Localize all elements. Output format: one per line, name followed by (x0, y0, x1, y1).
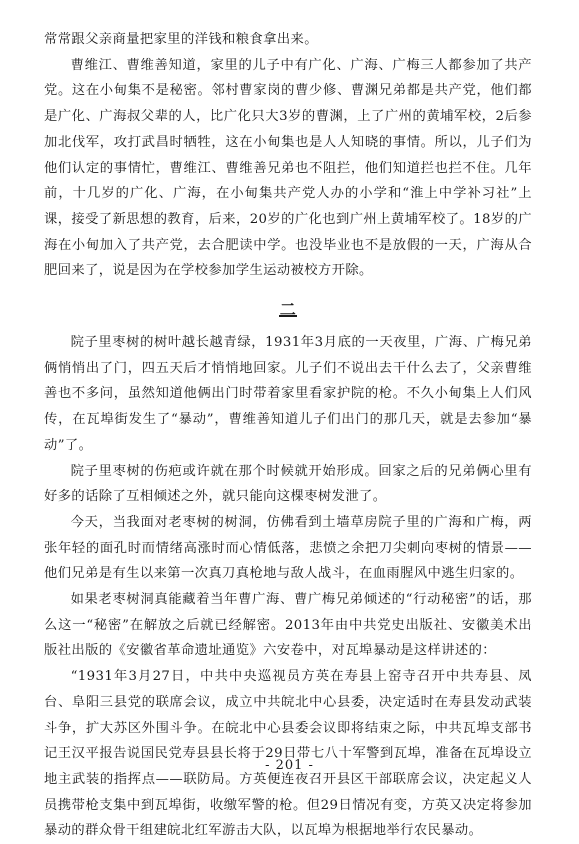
body-text (44, 27, 532, 844)
page-number: - 201 - (265, 758, 314, 773)
paragraph: 曹维江、曹维善知道，家里的儿子中有广化、广海、广梅三人都参加了共产党。这在小甸集不是秘密。邻村曹家岗的曹少修、曹渊兄弟都是共产党，他们都是广化、广海叔父辈的人，比广化只大3岁的曹渊，上了广州的黄埔军校，2后参加北伐军，攻打武昌时牺牲，这在小甸集也是人人知晓的事情。所以，儿子们为他们认定的事情忙，曹维江、曹维善兄弟也不阻拦，他们知道拦也拦不住。几年前，十几岁的广化、广海，在小甸集共产党人办的小学和“淮上中学补习社”上课，接受了新思想的教育，后来，20岁的广化也到广州上黄埔军校了。18岁的广海在小甸加入了共产党，去合肥读中学。也没毕业也不是放假的一天，广海从合肥回来了，说是因为在学校参加学生运动被校方开除。 (44, 57, 532, 279)
paragraph: 今天，当我面对老枣树的树洞，仿佛看到土墙草房院子里的广海和广梅，两张年轻的面孔时而情绪高涨时而心情低落，悲愤之余把刀尖刺向枣树的情景——他们兄弟是有生以来第一次真刀真枪地与敌人战斗，在血雨腥风中逃生归家的。 (44, 514, 532, 582)
section-number: 二 (279, 300, 297, 320)
section-heading (44, 296, 532, 324)
quoted-paragraph: “1931年3月27日，中共中央巡视员方英在寿县上窑寺召开中共寿县、凤台、阜阳三县党的联席会议，成立中共皖北中心县委，决定适时在寿县发动武装斗争，扩大苏区外围斗争。在皖北中心县委会议即将结束之际，中共瓦埠支部书记王汉平报告说国民党寿县县长将于29日带七八十军警到瓦埠，准备在瓦埠设立地主武装的指挥点——联防局。方英便连夜召开县区干部联席会议，决定起义人员携带枪支集中到瓦埠街，收缴军警的枪。但29日情况有变，方英又决定将参加暴动的群众骨干组建皖北红军游击大队，以瓦埠为根据地举行农民暴动。 (44, 669, 532, 839)
paragraph-continued: 常常跟父亲商量把家里的洋钱和粮食拿出来。 (44, 32, 318, 47)
paragraph: 如果老枣树洞真能藏着当年曹广海、曹广梅兄弟倾述的“行动秘密”的话，那么这一“秘密”在解放之后就已经解密。2013年由中共党史出版社、安徽美术出版社出版的《安徽省革命遗址通览》六安卷中，对瓦埠暴动是这样讲述的： (44, 592, 532, 659)
paragraph: 院子里枣树的伤疤或许就在那个时候就开始形成。回家之后的兄弟俩心里有好多的话除了互相倾述之外，就只能向这棵枣树发泄了。 (44, 463, 532, 505)
paragraph: 院子里枣树的树叶越长越青绿，1931年3月底的一天夜里，广海、广梅兄弟俩悄悄出了门，四五天后才悄悄地回家。儿子们不说出去干什么去了，父亲曹维善也不多问，虽然知道他俩出门时带着家里看家护院的枪。不久小甸集上人们风传，在瓦埠街发生了“暴动”，曹维善知道儿子们出门的那几天，就是去参加“暴动”了。 (44, 335, 532, 453)
